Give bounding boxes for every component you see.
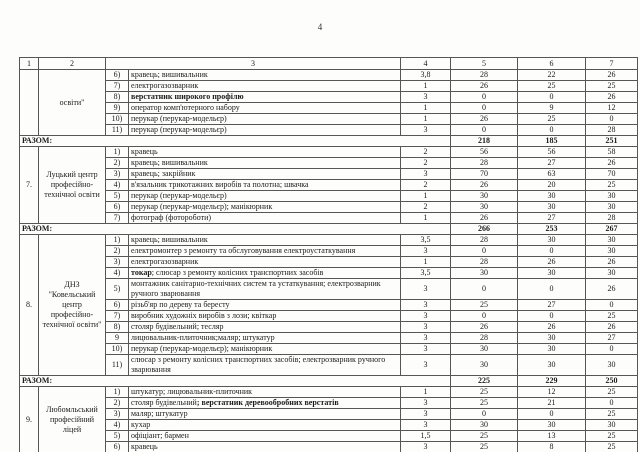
profession-text: електрогазозварник bbox=[131, 257, 199, 266]
profession-text: офіціант; бармен bbox=[131, 431, 189, 440]
value-cell: 30 bbox=[586, 202, 638, 213]
value-cell: 3 bbox=[401, 333, 451, 344]
value-cell: 0 bbox=[451, 311, 518, 322]
value-cell: 30 bbox=[586, 246, 638, 257]
value-cell: 28 bbox=[586, 125, 638, 136]
value-cell: 28 bbox=[451, 70, 518, 81]
value-cell: 25 bbox=[451, 387, 518, 398]
value-cell: 30 bbox=[518, 333, 586, 344]
profession-text: токар bbox=[131, 268, 152, 277]
profession-cell bbox=[129, 103, 401, 114]
value-cell: 0 bbox=[518, 409, 586, 420]
table-row bbox=[20, 300, 638, 311]
value-cell: 0 bbox=[451, 409, 518, 420]
value-cell: 30 bbox=[451, 268, 518, 279]
value-cell: 0 bbox=[586, 300, 638, 311]
value-cell: 30 bbox=[518, 268, 586, 279]
row-number-cell: 4) bbox=[106, 180, 129, 191]
profession-text: монтажник санітарно-технічних систем та устаткування; електрозварник ручного зварювання bbox=[131, 279, 381, 298]
value-cell: 30 bbox=[518, 202, 586, 213]
value-cell: 30 bbox=[586, 268, 638, 279]
value-cell: 56 bbox=[518, 147, 586, 158]
row-number-cell: 2) bbox=[106, 246, 129, 257]
value-cell: 25 bbox=[586, 431, 638, 442]
value-cell: 30 bbox=[586, 420, 638, 431]
value-cell: 9 bbox=[518, 103, 586, 114]
profession-cell bbox=[129, 169, 401, 180]
table-row bbox=[20, 398, 638, 409]
profession-text: столяр будівельний; тесляр bbox=[131, 322, 224, 331]
profession-cell bbox=[129, 257, 401, 268]
table-row bbox=[20, 246, 638, 257]
table-row bbox=[20, 191, 638, 202]
table-row bbox=[20, 431, 638, 442]
value-cell: 2 bbox=[401, 202, 451, 213]
value-cell: 30 bbox=[518, 191, 586, 202]
value-cell: 63 bbox=[518, 169, 586, 180]
value-cell: 58 bbox=[586, 147, 638, 158]
row-number-cell: 5) bbox=[106, 191, 129, 202]
table-row bbox=[20, 442, 638, 452]
value-cell: 3 bbox=[401, 409, 451, 420]
table-row bbox=[20, 180, 638, 191]
value-cell: 30 bbox=[518, 420, 586, 431]
column-header: 1 bbox=[20, 58, 39, 70]
column-header: 3 bbox=[106, 58, 401, 70]
value-cell: 30 bbox=[518, 344, 586, 355]
value-cell: 1 bbox=[401, 81, 451, 92]
value-cell: 26 bbox=[586, 257, 638, 268]
table-row bbox=[20, 158, 638, 169]
row-number-cell: 5) bbox=[106, 279, 129, 300]
profession-cell bbox=[129, 279, 401, 300]
profession-text: перукар (перукар-модельєр); манікюрник bbox=[131, 344, 273, 353]
value-cell: 3 bbox=[401, 355, 451, 376]
value-cell: 8 bbox=[518, 442, 586, 452]
profession-text: перукар (перукар-модельєр); манікюрник bbox=[131, 202, 273, 211]
value-cell: 26 bbox=[451, 81, 518, 92]
table-row bbox=[20, 333, 638, 344]
table-row bbox=[20, 268, 638, 279]
profession-text: перукар (перукар-модельєр) bbox=[131, 114, 227, 123]
value-cell: 28 bbox=[451, 235, 518, 246]
value-cell: 3,8 bbox=[401, 70, 451, 81]
profession-text: електромонтер з ремонту та обслуговування електроустаткування bbox=[131, 246, 356, 255]
profession-text: різьб'яр по дереву та бересту bbox=[131, 300, 230, 309]
profession-cell bbox=[129, 387, 401, 398]
value-cell: 0 bbox=[586, 398, 638, 409]
profession-text: кравець; вишивальник bbox=[131, 235, 208, 244]
table-row bbox=[20, 257, 638, 268]
section-index-cell: 7. bbox=[20, 147, 39, 224]
value-cell: 0 bbox=[586, 114, 638, 125]
value-cell: 30 bbox=[451, 191, 518, 202]
value-cell: 70 bbox=[451, 169, 518, 180]
value-cell: 0 bbox=[586, 344, 638, 355]
row-number-cell: 1) bbox=[106, 235, 129, 246]
value-cell: 3 bbox=[401, 279, 451, 300]
value-cell: 3 bbox=[401, 300, 451, 311]
totals-value-cell: 251 bbox=[586, 136, 638, 147]
row-number-cell: 11) bbox=[106, 125, 129, 136]
profession-text: оператор комп'ютерного набору bbox=[131, 103, 240, 112]
table-body bbox=[20, 70, 638, 452]
value-cell: 25 bbox=[451, 300, 518, 311]
value-cell: 30 bbox=[451, 420, 518, 431]
value-cell: 0 bbox=[518, 311, 586, 322]
page-number: 4 bbox=[317, 22, 323, 32]
value-cell: 28 bbox=[451, 257, 518, 268]
profession-cell bbox=[129, 213, 401, 224]
value-cell: 25 bbox=[586, 409, 638, 420]
value-cell: 25 bbox=[451, 398, 518, 409]
report-table bbox=[19, 57, 638, 452]
profession-text: в'язальник трикотажних виробів та полотна; швачка bbox=[131, 180, 309, 189]
profession-cell bbox=[129, 398, 401, 409]
totals-value-cell: 185 bbox=[518, 136, 586, 147]
row-number-cell: 2) bbox=[106, 398, 129, 409]
row-number-cell: 9) bbox=[106, 103, 129, 114]
row-number-cell: 7) bbox=[106, 81, 129, 92]
profession-cell bbox=[129, 92, 401, 103]
profession-text: кравець bbox=[131, 147, 158, 156]
institution-cell: Любомльський професійний ліцей bbox=[39, 387, 106, 452]
section-index-cell: 9. bbox=[20, 387, 39, 452]
value-cell: 27 bbox=[518, 213, 586, 224]
value-cell: 2 bbox=[401, 180, 451, 191]
value-cell: 26 bbox=[586, 158, 638, 169]
totals-label-cell: РАЗОМ: bbox=[20, 224, 451, 235]
totals-value-cell: 229 bbox=[518, 376, 586, 387]
table-row bbox=[20, 70, 638, 81]
value-cell: 1 bbox=[401, 191, 451, 202]
value-cell: 25 bbox=[586, 311, 638, 322]
value-cell: 12 bbox=[586, 103, 638, 114]
value-cell: 3 bbox=[401, 169, 451, 180]
value-cell: 26 bbox=[451, 114, 518, 125]
profession-text: слюсар з ремонту колісних транспортних засобів; електрозварник ручного зварювання bbox=[131, 355, 386, 374]
value-cell: 25 bbox=[586, 387, 638, 398]
profession-cell bbox=[129, 311, 401, 322]
profession-cell bbox=[129, 246, 401, 257]
profession-cell bbox=[129, 158, 401, 169]
totals-value-cell: 266 bbox=[451, 224, 518, 235]
value-cell: 25 bbox=[586, 180, 638, 191]
value-cell: 26 bbox=[518, 322, 586, 333]
value-cell: 25 bbox=[518, 114, 586, 125]
profession-text: перукар (перукар-модельєр) bbox=[131, 191, 227, 200]
row-number-cell: 4) bbox=[106, 268, 129, 279]
table-row bbox=[20, 92, 638, 103]
profession-cell bbox=[129, 191, 401, 202]
value-cell: 21 bbox=[518, 398, 586, 409]
totals-value-cell: 267 bbox=[586, 224, 638, 235]
value-cell: 3 bbox=[401, 398, 451, 409]
totals-row bbox=[20, 376, 638, 387]
column-header: 7 bbox=[586, 58, 638, 70]
table-row bbox=[20, 344, 638, 355]
totals-value-cell: 250 bbox=[586, 376, 638, 387]
profession-cell bbox=[129, 333, 401, 344]
table-row bbox=[20, 125, 638, 136]
row-number-cell: 3) bbox=[106, 169, 129, 180]
value-cell: 1 bbox=[401, 257, 451, 268]
row-number-cell: 6) bbox=[106, 70, 129, 81]
table-row bbox=[20, 322, 638, 333]
value-cell: 26 bbox=[586, 279, 638, 300]
header-row bbox=[20, 58, 638, 70]
value-cell: 0 bbox=[451, 103, 518, 114]
profession-text: електрогазозварник bbox=[131, 81, 199, 90]
value-cell: 26 bbox=[586, 322, 638, 333]
row-number-cell: 8) bbox=[106, 322, 129, 333]
table-row bbox=[20, 387, 638, 398]
profession-text: штукатур; лицювальник-плиточник bbox=[131, 387, 253, 396]
row-number-cell: 4) bbox=[106, 420, 129, 431]
value-cell: 26 bbox=[586, 70, 638, 81]
table-header-row bbox=[20, 58, 638, 70]
value-cell: 26 bbox=[518, 257, 586, 268]
row-number-cell: 6) bbox=[106, 202, 129, 213]
value-cell: 28 bbox=[586, 213, 638, 224]
profession-cell bbox=[129, 147, 401, 158]
profession-cell bbox=[129, 322, 401, 333]
table-row bbox=[20, 235, 638, 246]
row-number-cell: 10) bbox=[106, 114, 129, 125]
section-index-cell bbox=[20, 70, 39, 136]
value-cell: 0 bbox=[451, 92, 518, 103]
section-index-cell: 8. bbox=[20, 235, 39, 376]
value-cell: 26 bbox=[451, 213, 518, 224]
value-cell: 27 bbox=[518, 158, 586, 169]
value-cell: 25 bbox=[586, 81, 638, 92]
value-cell: 30 bbox=[586, 235, 638, 246]
value-cell: 0 bbox=[451, 125, 518, 136]
value-cell: 1 bbox=[401, 114, 451, 125]
profession-cell bbox=[129, 442, 401, 452]
row-number-cell: 1) bbox=[106, 147, 129, 158]
row-number-cell: 8) bbox=[106, 92, 129, 103]
value-cell: 30 bbox=[586, 355, 638, 376]
value-cell: 3,5 bbox=[401, 235, 451, 246]
row-number-cell: 6) bbox=[106, 300, 129, 311]
value-cell: 0 bbox=[451, 246, 518, 257]
value-cell: 2 bbox=[401, 147, 451, 158]
value-cell: 27 bbox=[586, 333, 638, 344]
totals-row bbox=[20, 136, 638, 147]
row-number-cell: 3) bbox=[106, 257, 129, 268]
value-cell: 1 bbox=[401, 213, 451, 224]
profession-text: кравець; закрійник bbox=[131, 169, 196, 178]
value-cell: 26 bbox=[451, 322, 518, 333]
value-cell: 70 bbox=[586, 169, 638, 180]
profession-text: кравець bbox=[131, 442, 158, 451]
value-cell: 22 bbox=[518, 70, 586, 81]
profession-text: перукар (перукар-модельєр) bbox=[131, 125, 227, 134]
value-cell: 3 bbox=[401, 311, 451, 322]
value-cell: 2 bbox=[401, 158, 451, 169]
row-number-cell: 9 bbox=[106, 333, 129, 344]
value-cell: 30 bbox=[518, 355, 586, 376]
table-row bbox=[20, 114, 638, 125]
profession-text: ; верстатник деревообробних верстатів bbox=[196, 398, 339, 407]
value-cell: 3 bbox=[401, 246, 451, 257]
value-cell: 1,5 bbox=[401, 431, 451, 442]
value-cell: 0 bbox=[518, 246, 586, 257]
totals-value-cell: 225 bbox=[451, 376, 518, 387]
table-row bbox=[20, 202, 638, 213]
profession-text: кухар bbox=[131, 420, 151, 429]
table-row bbox=[20, 420, 638, 431]
value-cell: 30 bbox=[518, 235, 586, 246]
value-cell: 0 bbox=[518, 279, 586, 300]
profession-cell bbox=[129, 125, 401, 136]
profession-cell bbox=[129, 355, 401, 376]
value-cell: 26 bbox=[586, 92, 638, 103]
column-header: 4 bbox=[401, 58, 451, 70]
profession-cell bbox=[129, 235, 401, 246]
column-header: 6 bbox=[518, 58, 586, 70]
profession-text: виробник художніх виробів з лози; квіткар bbox=[131, 311, 277, 320]
row-number-cell: 5) bbox=[106, 431, 129, 442]
value-cell: 30 bbox=[451, 355, 518, 376]
value-cell: 26 bbox=[451, 180, 518, 191]
profession-text: кравець; вишивальник bbox=[131, 158, 208, 167]
profession-cell bbox=[129, 81, 401, 92]
profession-cell bbox=[129, 70, 401, 81]
table-row bbox=[20, 279, 638, 300]
profession-text: лицювальник-плиточник;маляр; штукатур bbox=[131, 333, 275, 342]
totals-row bbox=[20, 224, 638, 235]
value-cell: 30 bbox=[586, 191, 638, 202]
value-cell: 3 bbox=[401, 92, 451, 103]
value-cell: 3,5 bbox=[401, 268, 451, 279]
table-row bbox=[20, 311, 638, 322]
profession-text: столяр будівельний bbox=[131, 398, 197, 407]
row-number-cell: 3) bbox=[106, 409, 129, 420]
column-header: 2 bbox=[39, 58, 106, 70]
value-cell: 25 bbox=[451, 431, 518, 442]
profession-cell bbox=[129, 409, 401, 420]
profession-cell bbox=[129, 114, 401, 125]
value-cell: 0 bbox=[451, 279, 518, 300]
value-cell: 30 bbox=[451, 202, 518, 213]
row-number-cell: 2) bbox=[106, 158, 129, 169]
row-number-cell: 7) bbox=[106, 213, 129, 224]
value-cell: 28 bbox=[451, 158, 518, 169]
profession-text: кравець; вишивальник bbox=[131, 70, 208, 79]
table-row bbox=[20, 147, 638, 158]
value-cell: 56 bbox=[451, 147, 518, 158]
profession-cell bbox=[129, 420, 401, 431]
value-cell: 3 bbox=[401, 420, 451, 431]
value-cell: 12 bbox=[518, 387, 586, 398]
table-row bbox=[20, 169, 638, 180]
value-cell: 0 bbox=[518, 92, 586, 103]
value-cell: 3 bbox=[401, 322, 451, 333]
value-cell: 25 bbox=[518, 81, 586, 92]
profession-cell bbox=[129, 431, 401, 442]
value-cell: 25 bbox=[586, 442, 638, 452]
profession-text: фотограф (фотороботи) bbox=[131, 213, 212, 222]
value-cell: 27 bbox=[518, 300, 586, 311]
value-cell: 3 bbox=[401, 125, 451, 136]
institution-cell: ДНЗ "Ковельський центр професійно-технічної освіти" bbox=[39, 235, 106, 376]
value-cell: 25 bbox=[451, 442, 518, 452]
totals-value-cell: 253 bbox=[518, 224, 586, 235]
totals-value-cell: 218 bbox=[451, 136, 518, 147]
row-number-cell: 6) bbox=[106, 442, 129, 452]
row-number-cell: 11) bbox=[106, 355, 129, 376]
column-header: 5 bbox=[451, 58, 518, 70]
value-cell: 1 bbox=[401, 387, 451, 398]
profession-text: верстатник широкого профілю bbox=[131, 92, 244, 101]
totals-label-cell: РАЗОМ: bbox=[20, 376, 451, 387]
totals-label-cell: РАЗОМ: bbox=[20, 136, 451, 147]
row-number-cell: 1) bbox=[106, 387, 129, 398]
table-row bbox=[20, 81, 638, 92]
table-row bbox=[20, 213, 638, 224]
institution-cell: освіти" bbox=[39, 70, 106, 136]
profession-text: ; слюсар з ремонту колісних транспортних засобів bbox=[151, 268, 324, 277]
value-cell: 0 bbox=[518, 125, 586, 136]
institution-cell: Луцький центр професійно-технічної освіти bbox=[39, 147, 106, 224]
value-cell: 3 bbox=[401, 442, 451, 452]
profession-text: маляр; штукатур bbox=[131, 409, 188, 418]
table-row bbox=[20, 103, 638, 114]
value-cell: 30 bbox=[451, 344, 518, 355]
table-row bbox=[20, 355, 638, 376]
row-number-cell: 7) bbox=[106, 311, 129, 322]
table-row bbox=[20, 409, 638, 420]
value-cell: 3 bbox=[401, 344, 451, 355]
value-cell: 13 bbox=[518, 431, 586, 442]
profession-cell bbox=[129, 344, 401, 355]
row-number-cell: 10) bbox=[106, 344, 129, 355]
profession-cell bbox=[129, 300, 401, 311]
value-cell: 20 bbox=[518, 180, 586, 191]
value-cell: 1 bbox=[401, 103, 451, 114]
profession-cell bbox=[129, 268, 401, 279]
profession-cell bbox=[129, 180, 401, 191]
value-cell: 28 bbox=[451, 333, 518, 344]
profession-cell bbox=[129, 202, 401, 213]
